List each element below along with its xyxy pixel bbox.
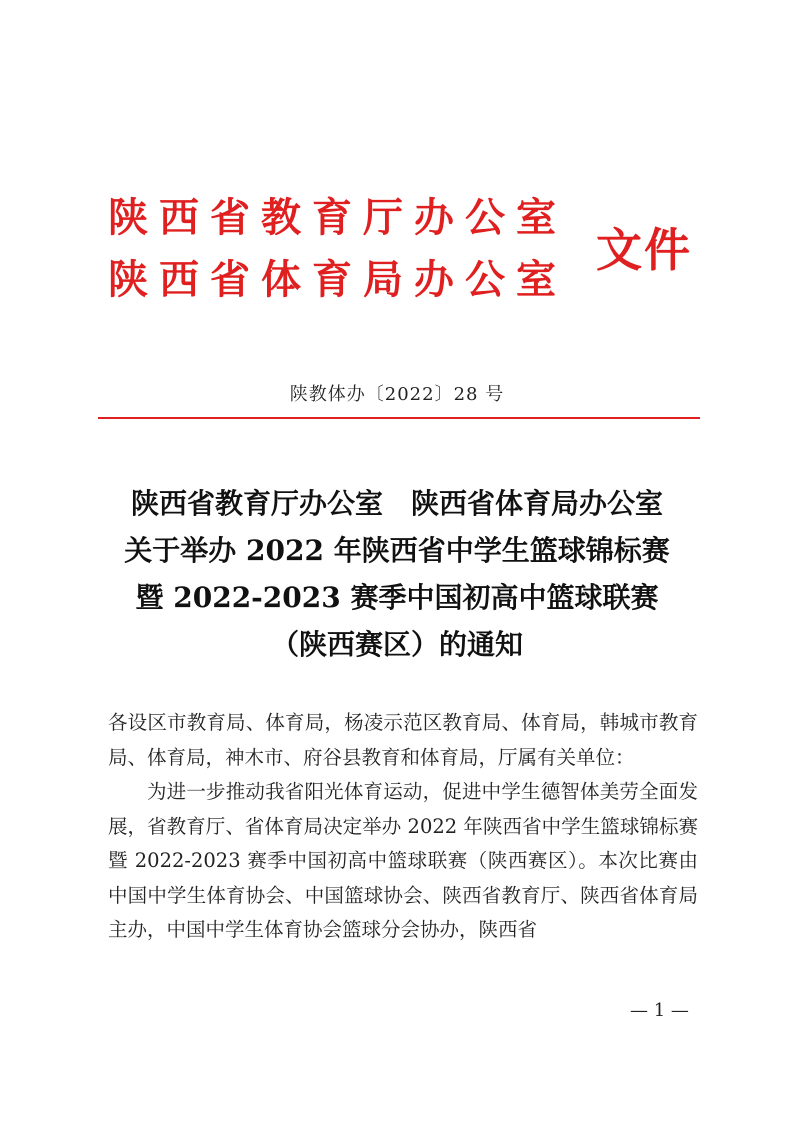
title-line: 陕西省教育厅办公室 陕西省体育局办公室 [130, 487, 663, 520]
header-divider [98, 417, 700, 419]
addressees: 各设区市教育局、体育局，杨凌示范区教育局、体育局，韩城市教育局、体育局，神木市、府谷县教育和体育局，厅属有关单位： [108, 711, 698, 769]
document-title [0, 480, 794, 668]
document-body [108, 706, 698, 948]
issuing-org-1: 陕西省教育厅办公室 [108, 194, 567, 241]
document-number: 陕教体办〔2022〕28 号 [289, 384, 505, 405]
header-suffix: 文件 [596, 223, 692, 277]
title-line: 暨 2022-2023 赛季中国初高中篮球联赛 [135, 581, 659, 614]
body-paragraph: 为进一步推动我省阳光体育运动，促进中学生德智体美劳全面发展，省教育厅、省体育局决定举办 2022 年陕西省中学生篮球锦标赛暨 2022-2023 赛季中国初高中篮球联赛（陕西赛区）。本次比赛由中国中学生体育协会、中国篮球协会、陕西省教育厅、陕西省体育局主办，中国中学生体育协会篮球分会协办，陕西省 [108, 780, 698, 941]
title-line: （陕西赛区）的通知 [270, 628, 523, 661]
issuing-org-2: 陕西省体育局办公室 [108, 256, 567, 303]
title-line: 关于举办 2022 年陕西省中学生篮球锦标赛 [124, 534, 670, 567]
page-number: — 1 — [630, 1000, 689, 1021]
document-header [108, 188, 708, 318]
